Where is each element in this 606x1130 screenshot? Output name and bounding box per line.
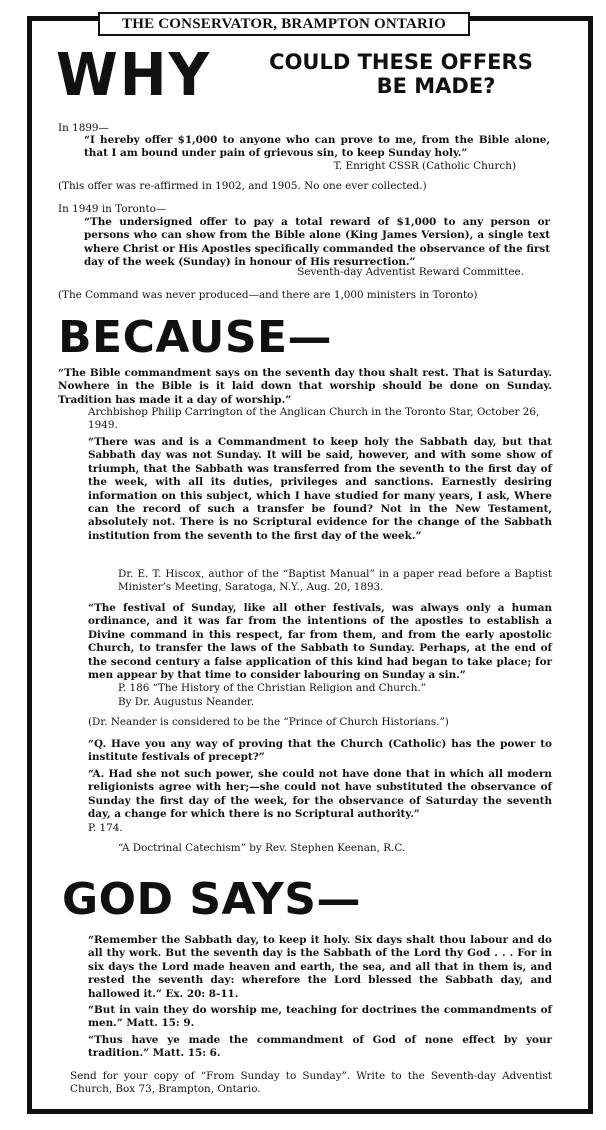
masthead: THE CONSERVATOR, BRAMPTON ONTARIO <box>98 12 470 36</box>
scripture-exodus: “Remember the Sabbath day, to keep it holy. Six days shalt thou labour and do all thy work. But the seventh day is the Sabbath of the Lord thy God . . . For in six days the Lord made heaven and earth, the sea, and all that in them is, and rested the seventh day: wherefore the Lord blessed the Sabbath day, and hallowed it.” Ex. 20: 8-11. <box>88 934 552 1000</box>
offer2-quote: “The undersigned offer to pay a total reward of $1,000 to any person or persons who can show from the Bible alone (King James Version), a single text where Christ or His Apostles specifically commanded the observance of the first day of the week (Sunday) in honour of His resurrection.” <box>84 216 550 269</box>
catechism-page: P. 174. <box>88 822 123 834</box>
headline-subtitle-line1: COULD THESE OFFERS <box>269 50 533 74</box>
because-attribution-hiscox: Dr. E. T. Hiscox, author of the “Baptist Manual” in a paper read before a Baptist Minister’s Meeting, Saratoga, N.Y., Aug. 20, 1893. <box>118 568 552 594</box>
because-attribution-carrington: Archbishop Philip Carrington of the Anglican Church in the Toronto Star, October 26, 1949. <box>88 406 540 432</box>
scripture-matthew-15-6: “Thus have ye made the commandment of God of none effect by your tradition.” Matt. 15: 6. <box>88 1034 552 1060</box>
because-quote-neander: “The festival of Sunday, like all other festivals, was always only a human ordinance, and it was far from the intentions of the apostles to establish a Divine command in this respect, far from them, and from the early apostolic Church, to transfer the laws of the Sabbath to Sunday. Perhaps, at the end of the second century a false application of this kind had began to take place; for men appear by that time to consider labouring on Sunday a sin.” <box>88 602 552 682</box>
catechism-question: “Q. Have you any way of proving that the Church (Catholic) has the power to institute festivals of precept?” <box>88 738 552 764</box>
because-attribution-neander-line2: By Dr. Augustus Neander. <box>118 696 254 708</box>
neander-note: (Dr. Neander is considered to be the “Prince of Church Historians.”) <box>88 716 449 728</box>
headline-subtitle <box>246 50 556 98</box>
because-quote-hiscox: “There was and is a Commandment to keep holy the Sabbath day, but that Sabbath day was not Sunday. It will be said, however, and with some show of triumph, that the Sabbath was transferred from the seventh to the first day of the week, with all its duties, privileges and sanctions. Earnestly desiring information on this subject, which I have studied for many years, I ask, Where can the record of such a transfer be found? Not in the New Testament, absolutely not. There is no Scriptural evidence for the change of the Sabbath institution from the seventh to the first day of the week.” <box>88 436 552 542</box>
offer1-attribution: T. Enright CSSR (Catholic Church) <box>333 160 516 172</box>
offer2-attribution: Seventh-day Adventist Reward Committee. <box>297 266 524 278</box>
because-quote-carrington <box>58 367 552 407</box>
because-heading: BECAUSE— <box>58 312 333 363</box>
offer2-note: (The Command was never produced—and there are 1,000 ministers in Toronto) <box>58 289 478 301</box>
scripture-matthew-15-9: “But in vain they do worship me, teaching for doctrines the commandments of men.” Matt. 15: 9. <box>88 1004 552 1030</box>
headline-subtitle-line2: BE MADE? <box>376 74 496 98</box>
offer1-year: In 1899— <box>58 122 109 134</box>
offer2-year: In 1949 in Toronto— <box>58 203 167 215</box>
footer-order-info: Send for your copy of “From Sunday to Sunday”. Write to the Seventh-day Adventist Church, Box 73, Brampton, Ontario. <box>70 1070 552 1096</box>
catechism-answer: “A. Had she not such power, she could not have done that in which all modern religionists agree with her;—she could not have substituted the observance of Sunday the first day of the week, for the observance of Saturday the seventh day, a change for which there is no Scriptural authority.” <box>88 768 552 821</box>
because-attribution-neander-line1: P. 186 “The History of the Christian Religion and Church.” <box>118 682 427 694</box>
offer1-note: (This offer was re-affirmed in 1902, and 1905. No one ever collected.) <box>58 180 427 192</box>
because-quote-carrington-text: “The Bible commandment says on the seventh day thou shalt rest. That is Saturday. Nowhere in the Bible is it laid down that worship should be done on Sunday. Tradition has made it a day of worship.” <box>58 367 552 406</box>
god-says-heading: GOD SAYS— <box>62 874 361 925</box>
catechism-source: “A Doctrinal Catechism” by Rev. Stephen Keenan, R.C. <box>118 842 406 854</box>
headline-why: WHY <box>56 41 212 110</box>
offer1-quote: “I hereby offer $1,000 to anyone who can prove to me, from the Bible alone, that I am bound under pain of grievous sin, to keep Sunday holy.” <box>84 134 550 160</box>
